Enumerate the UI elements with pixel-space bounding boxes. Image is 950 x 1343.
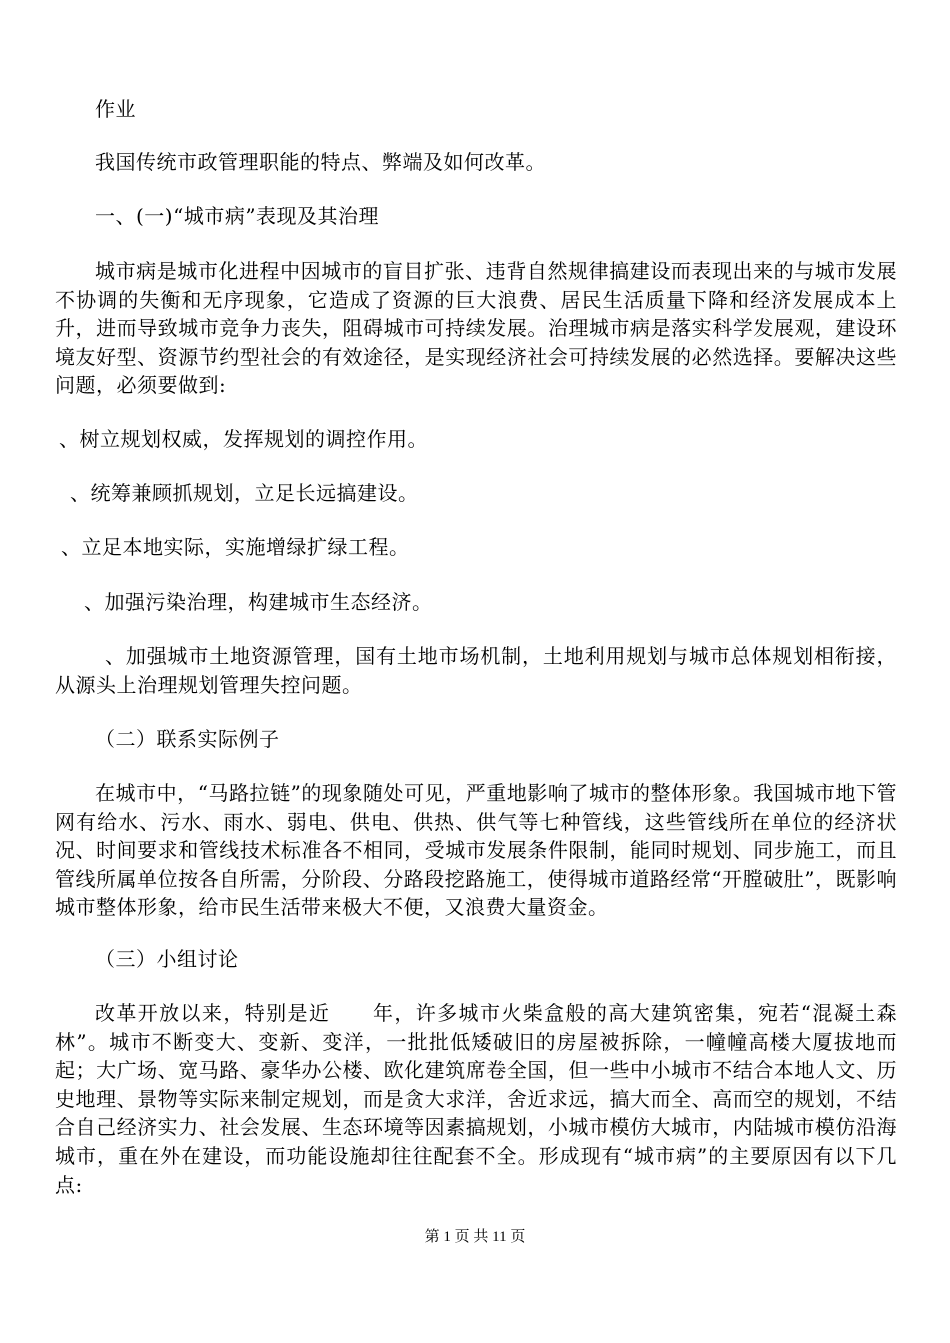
list-item-1: 、树立规划权威，发挥规划的调控作用。 [59, 427, 428, 451]
section3-title: （三）小组讨论 [95, 947, 239, 971]
section1-title: 一、(一)“城市病”表现及其治理 [95, 204, 380, 228]
homework-heading: 作业 [95, 97, 136, 121]
list-item-3: 、立足本地实际，实施增绿扩绿工程。 [61, 535, 410, 559]
page-number-footer: 第 1 页 共 11 页 [424, 1229, 526, 1245]
list-item-5: 、加强城市土地资源管理，国有土地市场机制，土地利用规划与城市总体规划相衔接，从源头上治理规划管理失控问题。 [55, 644, 897, 697]
list-item-4: 、加强污染治理，构建城市生态经济。 [84, 590, 433, 614]
section2-paragraph: 在城市中，“马路拉链”的现象随处可见，严重地影响了城市的整体形象。我国城市地下管网有给水、污水、雨水、弱电、供电、供热、供气等七种管线，这些管线所在单位的经济状况、时间要求和管线技术标准各不相同，受城市发展条件限制，能同时规划、同步施工，而且管线所属单位按各自所需，分阶段、分路段挖路施工，使得城市道路经常“开膛破肚”，既影响城市整体形象，给市民生活带来极大不便，又浪费大量资金。 [55, 781, 897, 920]
section1-paragraph: 城市病是城市化进程中因城市的盲目扩张、违背自然规律搞建设而表现出来的与城市发展不协调的失衡和无序现象，它造成了资源的巨大浪费、居民生活质量下降和经济发展成本上升，进而导致城市竞争力丧失，阻碍城市可持续发展。治理城市病是落实科学发展观，建设环境友好型、资源节约型社会的有效途径，是实现经济社会可持续发展的必然选择。要解决这些问题，必须要做到: [55, 259, 897, 398]
section2-title: （二）联系实际例子 [95, 727, 280, 751]
section3-paragraph: 改革开放以来，特别是近 年，许多城市火柴盒般的高大建筑密集，宛若“混凝土森林”。城市不断变大、变新、变洋，一批批低矮破旧的房屋被拆除，一幢幢高楼大厦拔地而起；大广场、宽马路、豪华办公楼、欧化建筑席卷全国，但一些中小城市不结合本地人文、历史地理、景物等实际来制定规划，而是贪大求洋，舍近求远，搞大而全、高而空的规划，不结合自己经济实力、社会发展、生态环境等因素搞规划，小城市模仿大城市，内陆城市模仿沿海城市，重在外在建设，而功能设施却往往配套不全。形成现有“城市病”的主要原因有以下几点: [55, 1001, 897, 1197]
list-item-2: 、统筹兼顾抓规划，立足长远搞建设。 [70, 481, 419, 505]
question-line: 我国传统市政管理职能的特点、弊端及如何改革。 [95, 150, 546, 174]
